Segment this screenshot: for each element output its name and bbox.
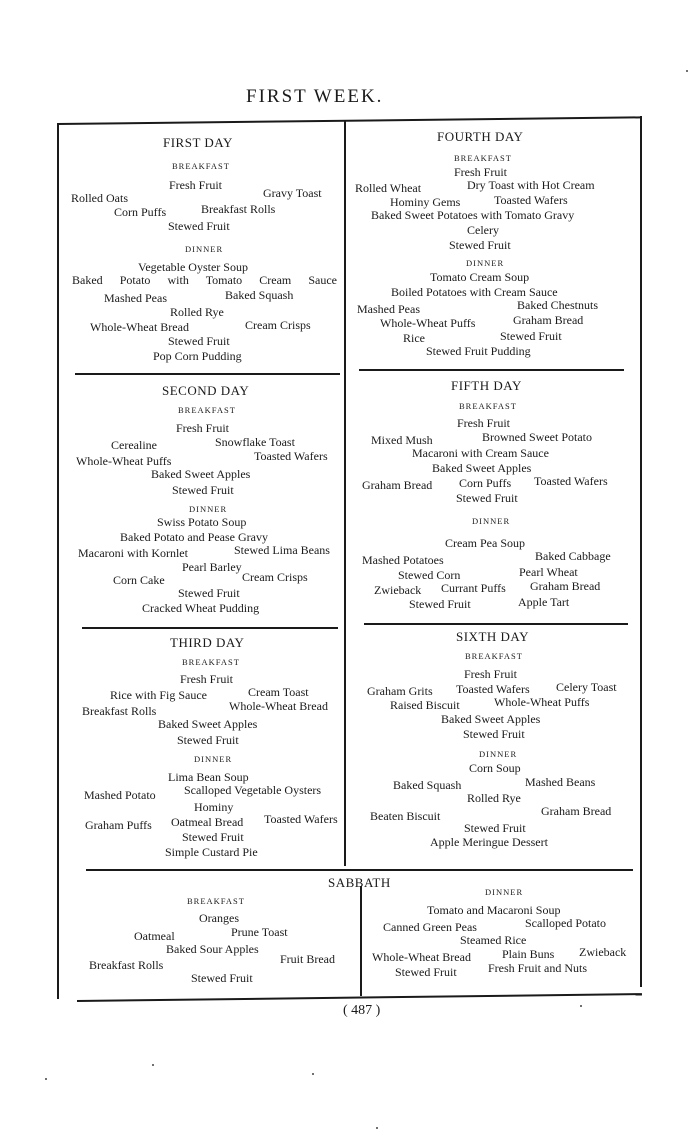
menu-item: Toasted Wafers bbox=[456, 682, 530, 696]
menu-item: Stewed Fruit bbox=[168, 219, 230, 233]
menu-item: Oatmeal bbox=[134, 929, 175, 943]
menu-item: Scalloped Potato bbox=[525, 916, 606, 930]
menu-item: Boiled Potatoes with Cream Sauce bbox=[391, 285, 558, 299]
menu-item: Rolled Rye bbox=[170, 305, 224, 319]
menu-item: Stewed Fruit Pudding bbox=[426, 344, 531, 358]
menu-item: Stewed Fruit bbox=[463, 727, 525, 741]
menu-item: Scalloped Vegetable Oysters bbox=[184, 783, 322, 797]
menu-item: Oranges bbox=[199, 911, 239, 925]
menu-item: Fresh Fruit and Nuts bbox=[488, 961, 587, 975]
menu-item: Cracked Wheat Pudding bbox=[142, 601, 260, 615]
menu-item: Apple Meringue Dessert bbox=[430, 835, 548, 849]
menu-item: Celery bbox=[467, 223, 499, 237]
menu-item: Baked Potato with Tomato Cream Sauce bbox=[72, 273, 337, 287]
menu-item: Baked Squash bbox=[225, 288, 294, 302]
day-title: FOURTH DAY bbox=[437, 129, 524, 144]
menu-item: Canned Green Peas bbox=[383, 920, 477, 934]
menu-item: Mashed Potato bbox=[84, 788, 156, 802]
scan-speck bbox=[376, 1127, 378, 1129]
menu-item: Stewed Fruit bbox=[456, 491, 518, 505]
scan-speck bbox=[312, 1073, 314, 1075]
rule-left-1 bbox=[75, 373, 340, 375]
menu-item: Cream Crisps bbox=[242, 570, 308, 584]
menu-item: Browned Sweet Potato bbox=[482, 430, 592, 444]
breakfast-label: BREAKFAST bbox=[178, 405, 236, 415]
rule-right-2 bbox=[364, 623, 628, 625]
menu-item: Stewed Fruit bbox=[172, 483, 234, 497]
menu-item: Breakfast Rolls bbox=[89, 958, 164, 972]
menu-item: Fresh Fruit bbox=[180, 672, 234, 686]
dinner-label: DINNER bbox=[194, 754, 233, 764]
menu-item: Baked Sweet Potatoes with Tomato Gravy bbox=[371, 208, 575, 222]
menu-item: Baked Sweet Apples bbox=[441, 712, 541, 726]
menu-item: Beaten Biscuit bbox=[370, 809, 441, 823]
dinner-label: DINNER bbox=[185, 244, 224, 254]
menu-item: Zwieback bbox=[374, 583, 422, 597]
menu-item: Rolled Wheat bbox=[355, 181, 422, 195]
menu-item: Macaroni with Kornlet bbox=[78, 546, 188, 560]
scan-speck bbox=[152, 1064, 154, 1066]
menu-item: Graham Bread bbox=[362, 478, 433, 492]
menu-item: Mashed Peas bbox=[104, 291, 167, 305]
menu-item: Whole-Wheat Puffs bbox=[76, 454, 172, 468]
menu-item: Stewed Fruit bbox=[182, 830, 244, 844]
day-title: SECOND DAY bbox=[162, 383, 250, 398]
menu-item: Fresh Fruit bbox=[454, 165, 508, 179]
menu-item: Toasted Wafers bbox=[494, 193, 568, 207]
menu-item: Pearl Barley bbox=[182, 560, 242, 574]
menu-item: Snowflake Toast bbox=[215, 435, 295, 449]
menu-item: Rice bbox=[403, 331, 425, 345]
menu-item: Baked Squash bbox=[393, 778, 462, 792]
scan-speck bbox=[580, 1005, 582, 1007]
menu-item: Breakfast Rolls bbox=[201, 202, 276, 216]
menu-item: Cream Pea Soup bbox=[445, 536, 525, 550]
menu-item: Tomato and Macaroni Soup bbox=[427, 903, 561, 917]
menu-item: Fruit Bread bbox=[280, 952, 335, 966]
menu-item: Prune Toast bbox=[231, 925, 288, 939]
menu-item: Cream Crisps bbox=[245, 318, 311, 332]
menu-item: Stewed Fruit bbox=[178, 586, 240, 600]
menu-item: Stewed Fruit bbox=[409, 597, 471, 611]
day-title: SIXTH DAY bbox=[456, 629, 529, 644]
menu-item: Currant Puffs bbox=[441, 581, 506, 595]
menu-item: Fresh Fruit bbox=[464, 667, 518, 681]
day-title: THIRD DAY bbox=[170, 635, 245, 650]
breakfast-label: BREAKFAST bbox=[459, 401, 517, 411]
dinner-label: DINNER bbox=[472, 516, 511, 526]
breakfast-label: BREAKFAST bbox=[187, 896, 245, 906]
day-title: FIFTH DAY bbox=[451, 378, 522, 393]
menu-item: Corn Puffs bbox=[114, 205, 167, 219]
rule-right-1 bbox=[359, 369, 624, 371]
menu-item: Whole-Wheat Puffs bbox=[494, 695, 590, 709]
menu-item: Toasted Wafers bbox=[254, 449, 328, 463]
menu-item: Baked Potato and Pease Gravy bbox=[120, 530, 268, 544]
menu-item: Hominy Gems bbox=[390, 195, 461, 209]
menu-item: Toasted Wafers bbox=[264, 812, 338, 826]
menu-item: Stewed Fruit bbox=[449, 238, 511, 252]
sabbath-divider bbox=[360, 886, 362, 996]
menu-item: Rolled Oats bbox=[71, 191, 128, 205]
menu-item: Graham Puffs bbox=[85, 818, 152, 832]
dinner-label: DINNER bbox=[466, 258, 505, 268]
menu-item: Gravy Toast bbox=[263, 186, 322, 200]
menu-item: Corn Puffs bbox=[459, 476, 512, 490]
breakfast-label: BREAKFAST bbox=[454, 153, 512, 163]
column-divider bbox=[344, 120, 346, 866]
menu-item: Whole-Wheat Bread bbox=[372, 950, 471, 964]
scan-speck bbox=[686, 70, 688, 72]
menu-item: Baked Sour Apples bbox=[166, 942, 259, 956]
menu-item: Cerealine bbox=[111, 438, 157, 452]
menu-item: Simple Custard Pie bbox=[165, 845, 258, 859]
menu-item: Whole-Wheat Bread bbox=[229, 699, 328, 713]
menu-item: Pearl Wheat bbox=[519, 565, 578, 579]
page-number: ( 487 ) bbox=[343, 1003, 381, 1018]
rule-left-2 bbox=[82, 627, 338, 629]
menu-item: Celery Toast bbox=[556, 680, 617, 694]
menu-item: Tomato Cream Soup bbox=[430, 270, 530, 284]
menu-item: Stewed Corn bbox=[398, 568, 461, 582]
menu-item: Breakfast Rolls bbox=[82, 704, 157, 718]
menu-item: Baked Chestnuts bbox=[517, 298, 598, 312]
rule-sabbath bbox=[86, 869, 633, 871]
menu-item: Graham Bread bbox=[541, 804, 612, 818]
menu-item: Stewed Fruit bbox=[177, 733, 239, 747]
scan-speck bbox=[45, 1078, 47, 1080]
menu-item: Corn Cake bbox=[113, 573, 165, 587]
menu-item: Mixed Mush bbox=[371, 433, 433, 447]
menu-item: Steamed Rice bbox=[460, 933, 527, 947]
menu-item: Baked Sweet Apples bbox=[151, 467, 251, 481]
menu-item: Whole-Wheat Bread bbox=[90, 320, 189, 334]
menu-item: Baked Sweet Apples bbox=[432, 461, 532, 475]
menu-item: Hominy bbox=[194, 800, 234, 814]
menu-item: Graham Bread bbox=[530, 579, 601, 593]
menu-item: Zwieback bbox=[579, 945, 627, 959]
menu-item: Lima Bean Soup bbox=[168, 770, 249, 784]
menu-item: Toasted Wafers bbox=[534, 474, 608, 488]
menu-item: Fresh Fruit bbox=[457, 416, 511, 430]
menu-item: Vegetable Oyster Soup bbox=[138, 260, 248, 274]
menu-item: Fresh Fruit bbox=[176, 421, 230, 435]
frame-right-border bbox=[640, 116, 642, 987]
menu-item: Whole-Wheat Puffs bbox=[380, 316, 476, 330]
page-title: FIRST WEEK. bbox=[246, 86, 384, 107]
menu-item: Rolled Rye bbox=[467, 791, 521, 805]
menu-item: Baked Sweet Apples bbox=[158, 717, 258, 731]
menu-item: Stewed Fruit bbox=[191, 971, 253, 985]
menu-item: Apple Tart bbox=[518, 595, 570, 609]
menu-item: Oatmeal Bread bbox=[171, 815, 244, 829]
menu-item: Plain Buns bbox=[502, 947, 555, 961]
menu-item: Corn Soup bbox=[469, 761, 521, 775]
menu-item: Graham Bread bbox=[513, 313, 584, 327]
dinner-label: DINNER bbox=[485, 887, 524, 897]
menu-item: Dry Toast with Hot Cream bbox=[467, 178, 595, 192]
day-title: SABBATH bbox=[328, 875, 391, 890]
breakfast-label: BREAKFAST bbox=[465, 651, 523, 661]
breakfast-label: BREAKFAST bbox=[182, 657, 240, 667]
menu-item: Stewed Fruit bbox=[168, 334, 230, 348]
dinner-label: DINNER bbox=[189, 504, 228, 514]
menu-item: Mashed Beans bbox=[525, 775, 596, 789]
menu-item: Stewed Lima Beans bbox=[234, 543, 330, 557]
menu-item: Macaroni with Cream Sauce bbox=[412, 446, 549, 460]
menu-item: Mashed Peas bbox=[357, 302, 420, 316]
menu-item: Fresh Fruit bbox=[169, 178, 223, 192]
menu-item: Rice with Fig Sauce bbox=[110, 688, 207, 702]
dinner-label: DINNER bbox=[479, 749, 518, 759]
breakfast-label: BREAKFAST bbox=[172, 161, 230, 171]
menu-item: Stewed Fruit bbox=[500, 329, 562, 343]
menu-item: Baked Cabbage bbox=[535, 549, 611, 563]
frame-top-border bbox=[57, 116, 642, 124]
menu-item: Stewed Fruit bbox=[395, 965, 457, 979]
frame-left-border bbox=[57, 123, 59, 999]
menu-item: Raised Biscuit bbox=[390, 698, 460, 712]
menu-item: Stewed Fruit bbox=[464, 821, 526, 835]
menu-item: Pop Corn Pudding bbox=[153, 349, 242, 363]
day-title: FIRST DAY bbox=[163, 135, 233, 150]
menu-item: Cream Toast bbox=[248, 685, 309, 699]
menu-item: Swiss Potato Soup bbox=[157, 515, 247, 529]
menu-item: Mashed Potatoes bbox=[362, 553, 444, 567]
menu-item: Graham Grits bbox=[367, 684, 433, 698]
